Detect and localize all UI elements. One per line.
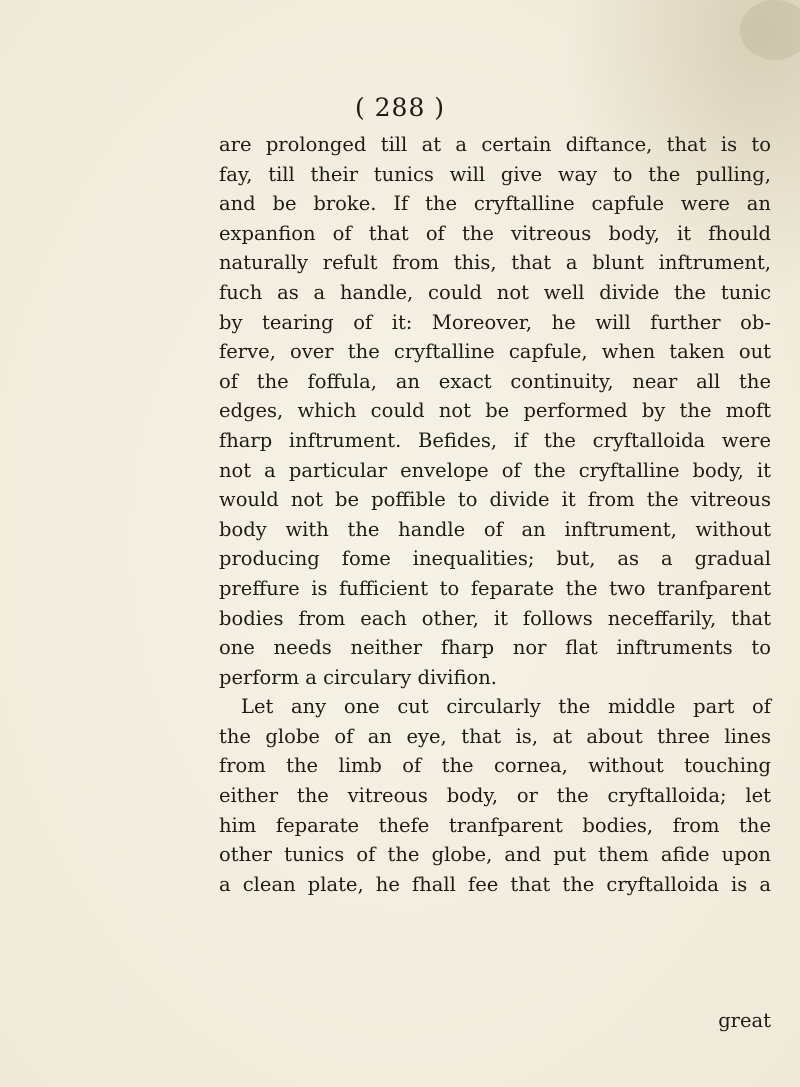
text-line: expanfion of that of the vitreous body, it fhould: [219, 221, 771, 245]
text-line: and be broke. If the cryftalline capfule were an: [219, 192, 771, 216]
text-line: the globe of an eye, that is, at about three lines: [219, 724, 771, 748]
page-number-header: ( 288 ): [354, 93, 446, 122]
text-line: by tearing of it: Moreover, he will further ob-: [219, 310, 771, 334]
text-line: preffure is fufficient to feparate the two tranfparent: [219, 576, 771, 600]
body-text: [219, 130, 771, 899]
text-line: him feparate thefe tranfparent bodies, from the: [219, 813, 771, 837]
text-line: would not be poffible to divide it from the vitreous: [219, 488, 771, 512]
text-line: one needs neither fharp nor flat inftruments to: [219, 636, 771, 660]
text-line: either the vitreous body, or the cryftalloida; let: [219, 784, 771, 808]
text-line: fharp inftrument. Befides, if the cryftalloida were: [219, 428, 771, 452]
page-stain: [740, 0, 800, 60]
text-line: body with the handle of an inftrument, without: [219, 517, 771, 541]
text-line: fuch as a handle, could not well divide the tunic: [219, 280, 771, 304]
text-line: perform a circulary divifion.: [219, 665, 497, 689]
text-line: fay, till their tunics will give way to the pulling,: [219, 162, 771, 186]
text-line: ferve, over the cryftalline capfule, when taken out: [219, 340, 771, 364]
text-line: edges, which could not be performed by the moft: [219, 399, 771, 423]
text-line: of the foffula, an exact continuity, near all the: [219, 369, 771, 393]
text-line: other tunics of the globe, and put them afide upon: [219, 843, 771, 867]
text-line: a clean plate, he fhall fee that the cryftalloida is a: [219, 872, 771, 896]
text-line: from the limb of the cornea, without touching: [219, 754, 771, 778]
catchword: great: [718, 1009, 771, 1032]
text-line: are prolonged till at a certain diftance, that is to: [219, 133, 771, 156]
text-line: naturally refult from this, that a blunt inftrument,: [219, 251, 771, 275]
text-line: not a particular envelope of the cryftalline body, it: [219, 458, 771, 482]
text-line: bodies from each other, it follows neceffarily, that: [219, 606, 771, 630]
text-line: producing fome inequalities; but, as a gradual: [219, 547, 771, 571]
text-line: Let any one cut circularly the middle part of: [241, 695, 771, 719]
